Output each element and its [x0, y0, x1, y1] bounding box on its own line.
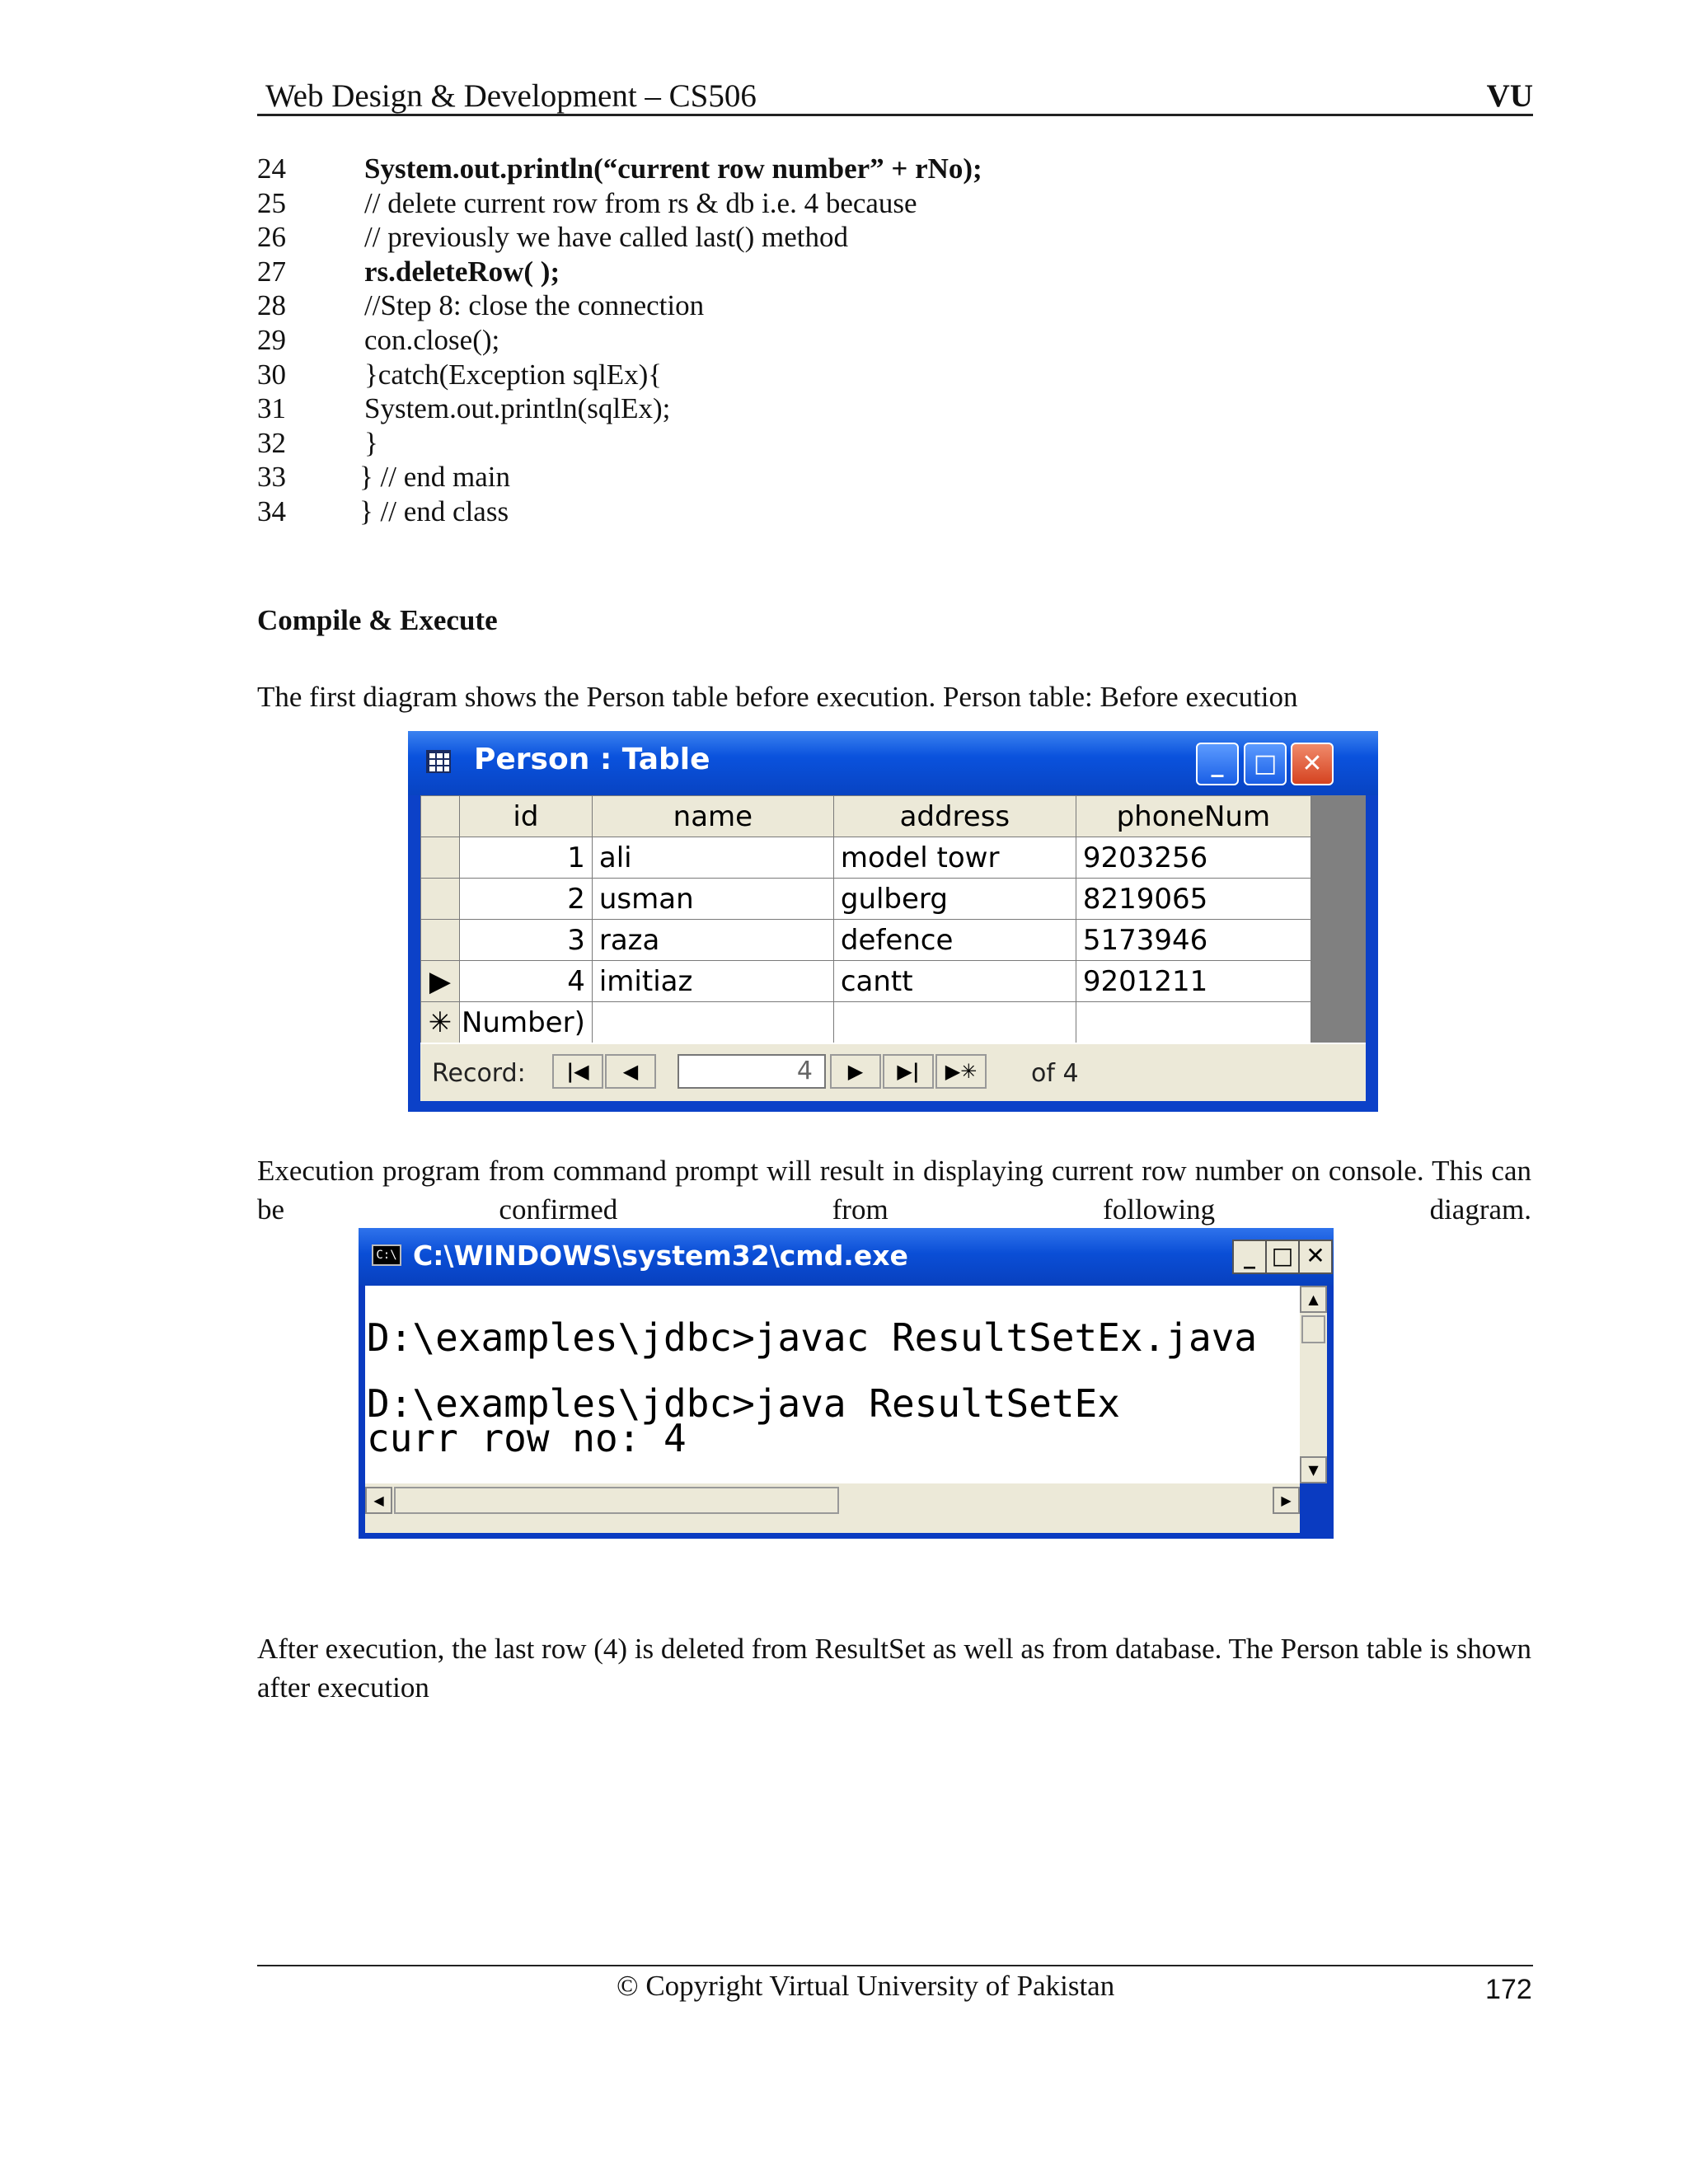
minimize-button[interactable]: _ — [1232, 1240, 1267, 1274]
cell-phone[interactable]: 9203256 — [1076, 837, 1311, 879]
record-number-input[interactable]: 4 — [678, 1054, 826, 1089]
cell-address[interactable]: cantt — [833, 961, 1076, 1002]
corner-selector[interactable] — [421, 796, 460, 837]
code-line — [257, 323, 1543, 358]
minimize-button[interactable]: _ — [1196, 743, 1239, 785]
row-selector[interactable] — [421, 837, 460, 879]
vertical-scrollbar[interactable] — [1300, 1286, 1327, 1483]
code-line — [257, 152, 1543, 186]
console-line: D:\examples\jdbc>java ResultSetEx — [367, 1381, 1120, 1426]
paragraph-execution: Execution program from command prompt will result in displaying current row number on console. This can be confirmed from following diagram. — [257, 1155, 1531, 1226]
cell-address[interactable]: model towr — [833, 837, 1076, 879]
person-table — [420, 795, 1311, 1043]
line-number: 28 — [257, 289, 286, 322]
new-record-selector[interactable] — [421, 1002, 460, 1043]
cell-address-new[interactable] — [833, 1002, 1076, 1043]
cell-name[interactable]: usman — [592, 879, 833, 920]
footer-copyright: © Copyright Virtual University of Pakistan — [617, 1970, 1115, 2002]
code-text: } // end main — [359, 461, 511, 494]
cell-name-new[interactable] — [592, 1002, 833, 1043]
table-row[interactable] — [421, 879, 1311, 920]
cell-name[interactable]: raza — [592, 920, 833, 961]
code-text: System.out.println(sqlEx); — [364, 392, 671, 425]
paragraph-after: After execution, the last row (4) is deleted from ResultSet as well as from database. The Person table is shown after execution — [257, 1633, 1531, 1704]
line-number: 32 — [257, 426, 286, 459]
cell-address[interactable]: gulberg — [833, 879, 1076, 920]
cell-id[interactable]: 1 — [460, 837, 593, 879]
line-number: 31 — [257, 392, 286, 425]
record-navigation-bar — [420, 1043, 1366, 1101]
datasheet-icon — [426, 750, 451, 773]
code-text: } — [364, 426, 378, 459]
code-line — [257, 255, 1543, 289]
access-table-window — [408, 731, 1378, 1112]
console-line: curr row no: 4 — [367, 1416, 687, 1460]
table-row[interactable] — [421, 920, 1311, 961]
cell-id[interactable]: 2 — [460, 879, 593, 920]
line-number: 33 — [257, 461, 286, 494]
line-number: 34 — [257, 494, 286, 527]
code-text: System.out.println(“current row number” + rNo); — [364, 152, 982, 185]
new-record-button[interactable]: ▶✳ — [935, 1054, 987, 1089]
scroll-down-arrow-icon[interactable]: ▼ — [1300, 1456, 1327, 1483]
console-output[interactable] — [365, 1286, 1300, 1483]
column-header-id[interactable]: id — [460, 796, 593, 837]
header-title: Web Design & Development – CS506 — [265, 78, 757, 114]
column-header-phonenum[interactable]: phoneNum — [1076, 796, 1311, 837]
header-row — [421, 796, 1311, 837]
line-number: 27 — [257, 255, 286, 288]
line-number: 30 — [257, 358, 286, 391]
first-record-button[interactable]: |◀ — [552, 1054, 603, 1089]
code-line — [257, 186, 1543, 221]
line-number: 26 — [257, 221, 286, 254]
code-line — [257, 220, 1543, 255]
horizontal-scroll-thumb[interactable] — [394, 1487, 839, 1514]
last-record-button[interactable]: ▶| — [883, 1054, 934, 1089]
close-button[interactable]: ✕ — [1298, 1240, 1333, 1274]
maximize-button[interactable]: □ — [1265, 1240, 1300, 1274]
access-window-title: Person : Table — [474, 743, 710, 776]
page-number: 172 — [1485, 1974, 1532, 2005]
paragraph-before: The first diagram shows the Person table before execution. Person table: Before execution — [257, 681, 1298, 713]
cmd-window — [359, 1228, 1334, 1539]
line-number: 29 — [257, 323, 286, 356]
vertical-scroll-thumb[interactable] — [1301, 1315, 1325, 1343]
new-record-asterisk-icon: ✳ — [428, 1005, 452, 1039]
new-record-row[interactable] — [421, 1002, 1311, 1043]
column-header-address[interactable]: address — [833, 796, 1076, 837]
close-button[interactable]: ✕ — [1291, 743, 1334, 785]
column-header-name[interactable]: name — [592, 796, 833, 837]
current-record-arrow-icon: ▶ — [429, 964, 452, 998]
cell-id[interactable]: 4 — [460, 961, 593, 1002]
record-label: Record: — [432, 1059, 526, 1088]
cmd-titlebar[interactable] — [359, 1228, 1334, 1286]
previous-record-button[interactable]: ◀ — [605, 1054, 656, 1089]
row-selector[interactable] — [421, 879, 460, 920]
scroll-up-arrow-icon[interactable]: ▲ — [1300, 1286, 1327, 1313]
code-text: // previously we have called last() method — [364, 221, 849, 254]
line-number: 25 — [257, 186, 286, 219]
header-vu: VU — [1486, 78, 1533, 114]
code-text: //Step 8: close the connection — [364, 289, 705, 322]
current-row-selector[interactable] — [421, 961, 460, 1002]
next-record-button[interactable]: ▶ — [830, 1054, 881, 1089]
code-text: }catch(Exception sqlEx){ — [364, 358, 663, 391]
cell-id-new[interactable]: Number) — [460, 1002, 593, 1043]
console-line: D:\examples\jdbc>javac ResultSetEx.java — [367, 1315, 1258, 1360]
cell-name[interactable]: ali — [592, 837, 833, 879]
code-text: } // end class — [359, 494, 509, 527]
footer-rule — [257, 1965, 1533, 1966]
scroll-left-arrow-icon[interactable]: ◀ — [365, 1487, 392, 1514]
code-line — [257, 391, 1543, 426]
maximize-button[interactable]: □ — [1244, 743, 1287, 785]
access-titlebar[interactable] — [408, 731, 1378, 795]
horizontal-scrollbar[interactable] — [365, 1483, 1300, 1533]
table-row[interactable] — [421, 837, 1311, 879]
cell-phone-new[interactable] — [1076, 1002, 1311, 1043]
code-line — [257, 288, 1543, 323]
cmd-window-title: C:\WINDOWS\system32\cmd.exe — [413, 1240, 908, 1272]
code-line — [257, 494, 1543, 529]
cell-phone[interactable]: 5173946 — [1076, 920, 1311, 961]
header-rule — [257, 114, 1533, 116]
section-heading: Compile & Execute — [257, 604, 498, 636]
record-count: of 4 — [1031, 1059, 1079, 1088]
cell-name[interactable]: imitiaz — [592, 961, 833, 1002]
code-line — [257, 358, 1543, 392]
scroll-right-arrow-icon[interactable]: ▶ — [1273, 1487, 1300, 1514]
code-text: con.close(); — [364, 323, 500, 356]
cell-phone[interactable]: 9201211 — [1076, 961, 1311, 1002]
code-line — [257, 460, 1543, 494]
code-listing — [257, 152, 1543, 529]
table-row[interactable] — [421, 961, 1311, 1002]
cell-phone[interactable]: 8219065 — [1076, 879, 1311, 920]
line-number: 24 — [257, 152, 286, 185]
code-text: rs.deleteRow( ); — [364, 255, 560, 288]
code-text: // delete current row from rs & db i.e. 4 because — [364, 186, 917, 219]
cell-id[interactable]: 3 — [460, 920, 593, 961]
cell-address[interactable]: defence — [833, 920, 1076, 961]
row-selector[interactable] — [421, 920, 460, 961]
console-icon: C:\ — [372, 1244, 401, 1266]
code-line — [257, 426, 1543, 461]
